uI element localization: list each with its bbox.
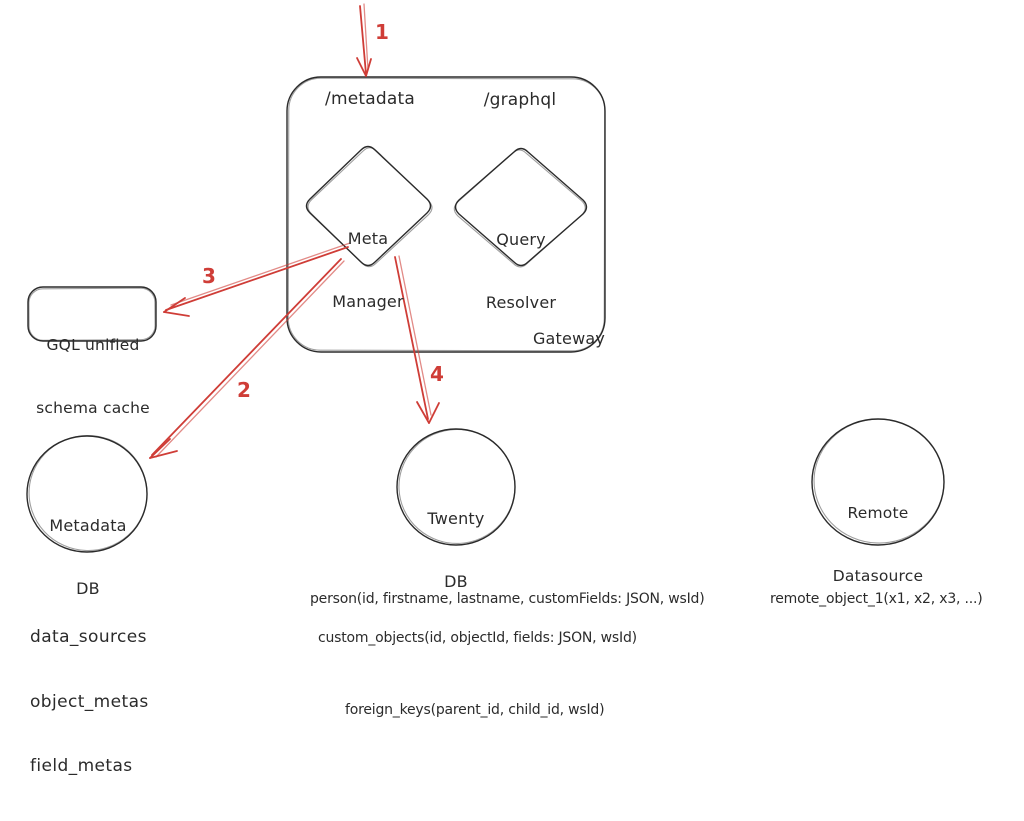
flow-step-2-label: 2 [237, 378, 251, 402]
twenty-db-person-schema: person(id, firstname, lastname, customFields: JSON, wsId) [310, 591, 705, 607]
flow-arrow-2 [150, 259, 344, 458]
remote-datasource-label-line1: Remote [847, 504, 909, 522]
remote-datasource-label-line2: Datasource [832, 567, 924, 585]
meta-manager-label-line1: Meta [347, 229, 389, 248]
meta-manager-label-line2: Manager [332, 292, 404, 311]
twenty-db-label-line2: DB [444, 572, 468, 591]
metadata-db-tables [30, 584, 149, 821]
gateway-label: Gateway [532, 329, 606, 348]
twenty-db-foreign-keys-schema: foreign_keys(parent_id, child_id, wsId) [345, 702, 605, 718]
metadata-db-label-line2: DB [76, 579, 100, 598]
meta-manager-label [332, 186, 404, 354]
twenty-db-custom-objects-schema: custom_objects(id, objectId, fields: JSON, wsId) [318, 630, 637, 646]
endpoint-metadata-label: /metadata [325, 89, 415, 109]
remote-object-schema: remote_object_1(x1, x2, x3, ...) [770, 591, 983, 607]
flow-arrow-1 [357, 4, 371, 76]
query-resolver-label-line2: Resolver [485, 293, 557, 312]
flow-step-1-label: 1 [375, 20, 389, 44]
metadata-db-label-line1: Metadata [49, 516, 127, 535]
schema-cache-label-line2: schema cache [36, 399, 150, 417]
metadata-db-table-object-metas: object_metas [30, 691, 149, 712]
query-resolver-label-line1: Query [496, 230, 546, 249]
schema-cache-label [36, 293, 150, 461]
metadata-db-table-data-sources: data_sources [30, 627, 147, 647]
flow-step-4-label: 4 [430, 362, 444, 386]
metadata-db-table-field-metas: field_metas [30, 756, 133, 776]
endpoint-graphql-label: /graphql [483, 90, 557, 110]
flow-step-3-label: 3 [202, 264, 216, 288]
schema-cache-label-line1: GQL unified [46, 336, 140, 354]
twenty-db-label-line1: Twenty [427, 509, 485, 528]
